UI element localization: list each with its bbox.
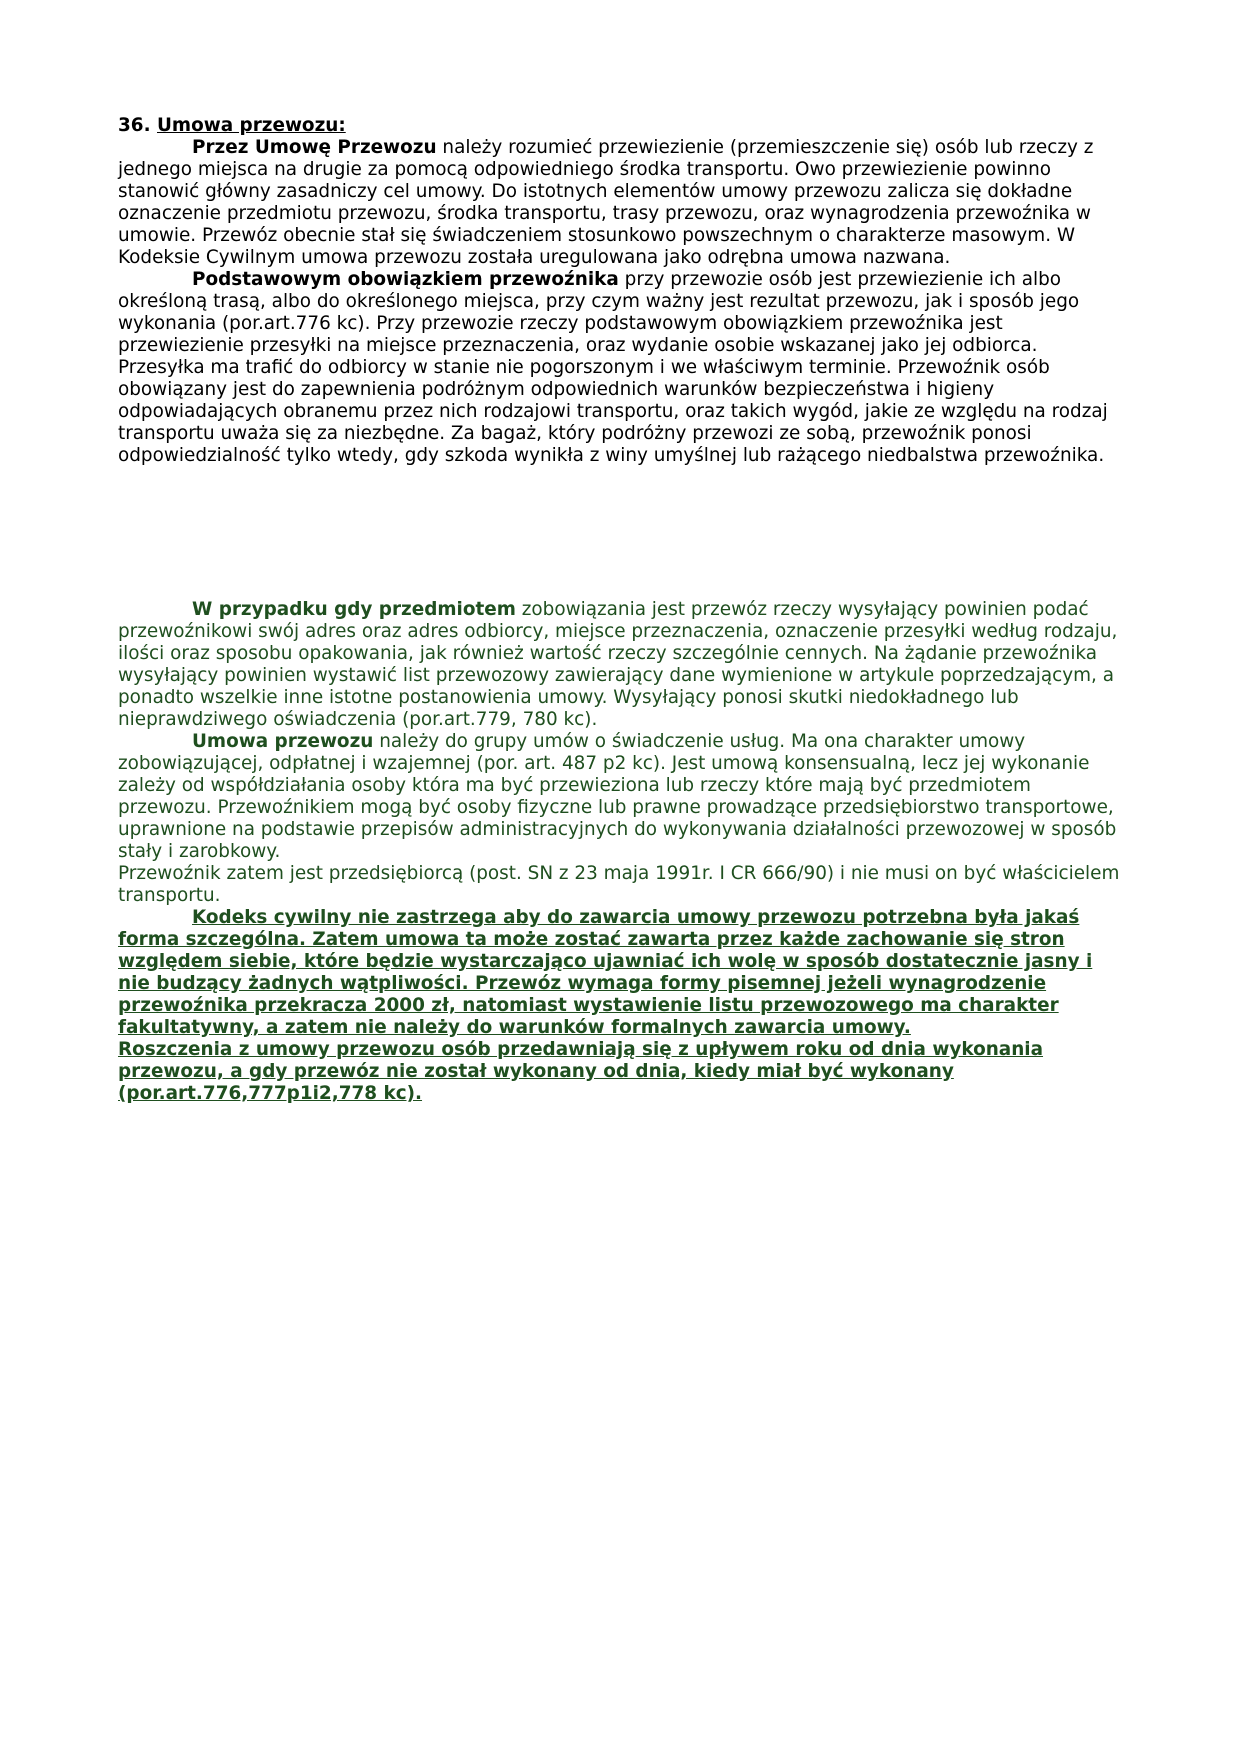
paragraph-text: przy przewozie osób jest przewiezienie ich albo określoną trasą, albo do określonego miejsca, przy czym ważny jest rezultat przewozu, jak i sposób jego wykonania (por.art.776 kc). Przy przewozie rzeczy podstawowym obowiązkiem przewoźnika jest przewiezienie przesyłki na miejsce przeznaczenia, oraz wydanie osobie wskazanej jako jej odbiorca. Przesyłka ma trafić do odbiorcy w stanie nie pogorszonym i we właściwym terminie. Przewoźnik osób obowiązany jest do zapewnienia podróżnym odpowiednich warunków bezpieczeństwa i higieny odpowiadających obranemu przez nich rodzajowi transportu, oraz takich wygód, jakie ze względu na rodzaj transportu uważa się za niezbędne. Za bagaż, który podróżny przewozi ze sobą, przewoźnik ponosi odpowiedzialność tylko wtedy, gdy szkoda wynikła z winy umyślnej lub rażącego niedbalstwa przewoźnika. — [118, 269, 1108, 466]
paragraph-limitation — [118, 1039, 1128, 1105]
paragraph-carrier — [118, 863, 1128, 907]
paragraph-form — [118, 907, 1128, 1039]
spacer — [118, 533, 1128, 599]
paragraph-text: zobowiązania jest przewóz rzeczy wysyłający powinien podać przewoźnikowi swój adres oraz adres odbiorcy, miejsce przeznaczenia, oznaczenie przesyłki według rodzaju, ilości oraz sposobu opakowania, jak również wartość rzeczy szczególnie cennych. Na żądanie przewoźnika wysyłający powinien wystawić list przewozowy zawierający dane wymienione w artykule poprzedzającym, a ponadto wszelkie inne istotne postanowienia umowy. Wysyłający ponosi skutki niedokładnego lub nieprawdziwego oświadczenia (por.art.779, 780 kc). — [118, 599, 1118, 730]
section-heading — [118, 115, 1128, 137]
spacer — [118, 467, 1128, 533]
document-page — [118, 115, 1128, 1105]
paragraph-text: należy rozumieć przewiezienie (przemieszczenie się) osób lub rzeczy z jednego miejsca na drugie za pomocą odpowiedniego środka transportu. Owo przewiezienie powinno stanowić główny zasadniczy cel umowy. Do istotnych elementów umowy przewozu zalicza się dokładne oznaczenie przedmiotu przewozu, środka transportu, trasy przewozu, oraz wynagrodzenia przewoźnika w umowie. Przewóz obecnie stał się świadczeniem stosunkowo powszechnym o charakterze masowym. W Kodeksie Cywilnym umowa przewozu została uregulowana jako odrębna umowa nazwana. — [118, 137, 1094, 268]
paragraph-text: Kodeks cywilny nie zastrzega aby do zawarcia umowy przewozu potrzebna była jakaś forma szczególna. Zatem umowa ta może zostać zawarta przez każde zachowanie się stron względem siebie, które będzie wystarczająco ujawniać ich wolę w sposób dostatecznie jasny i nie budzący żadnych wątpliwości. Przewóz wymaga formy pisemnej jeżeli wynagrodzenie przewoźnika przekracza 2000 zł, natomiast wystawienie listu przewozowego ma charakter fakultatywny, a zatem nie należy do warunków formalnych zawarcia umowy. — [118, 907, 1093, 1038]
section-number: 36. — [118, 115, 151, 136]
paragraph-obligations — [118, 269, 1128, 467]
paragraph-goods-transport — [118, 599, 1128, 731]
paragraph-lead: Przez Umowę Przewozu — [192, 137, 437, 158]
paragraph-text: Przewoźnik zatem jest przedsiębiorcą (post. SN z 23 maja 1991r. I CR 666/90) i nie musi on być właścicielem transportu. — [118, 863, 1120, 906]
paragraph-text: Roszczenia z umowy przewozu osób przedawniają się z upływem roku od dnia wykonania przewozu, a gdy przewóz nie został wykonany od dnia, kiedy miał być wykonany (por.art.776,777p1i2,778 kc). — [118, 1039, 1044, 1104]
paragraph-lead: Umowa przewozu — [192, 731, 374, 752]
paragraph-lead: Podstawowym obowiązkiem przewoźnika — [192, 269, 619, 290]
paragraph-contract-type — [118, 731, 1128, 863]
section-title: Umowa przewozu: — [157, 115, 346, 136]
paragraph-definition — [118, 137, 1128, 269]
paragraph-text: należy do grupy umów o świadczenie usług. Ma ona charakter umowy zobowiązującej, odpłatnej i wzajemnej (por. art. 487 p2 kc). Jest umową konsensualną, lecz jej wykonanie zależy od współdziałania osoby która ma być przewieziona lub rzeczy które mają być przedmiotem przewozu. Przewoźnikiem mogą być osoby fizyczne lub prawne prowadzące przedsiębiorstwo transportowe, uprawnione na podstawie przepisów administracyjnych do wykonywania działalności przewozowej w sposób stały i zarobkowy. — [118, 731, 1117, 862]
paragraph-lead: W przypadku gdy przedmiotem — [192, 599, 516, 620]
